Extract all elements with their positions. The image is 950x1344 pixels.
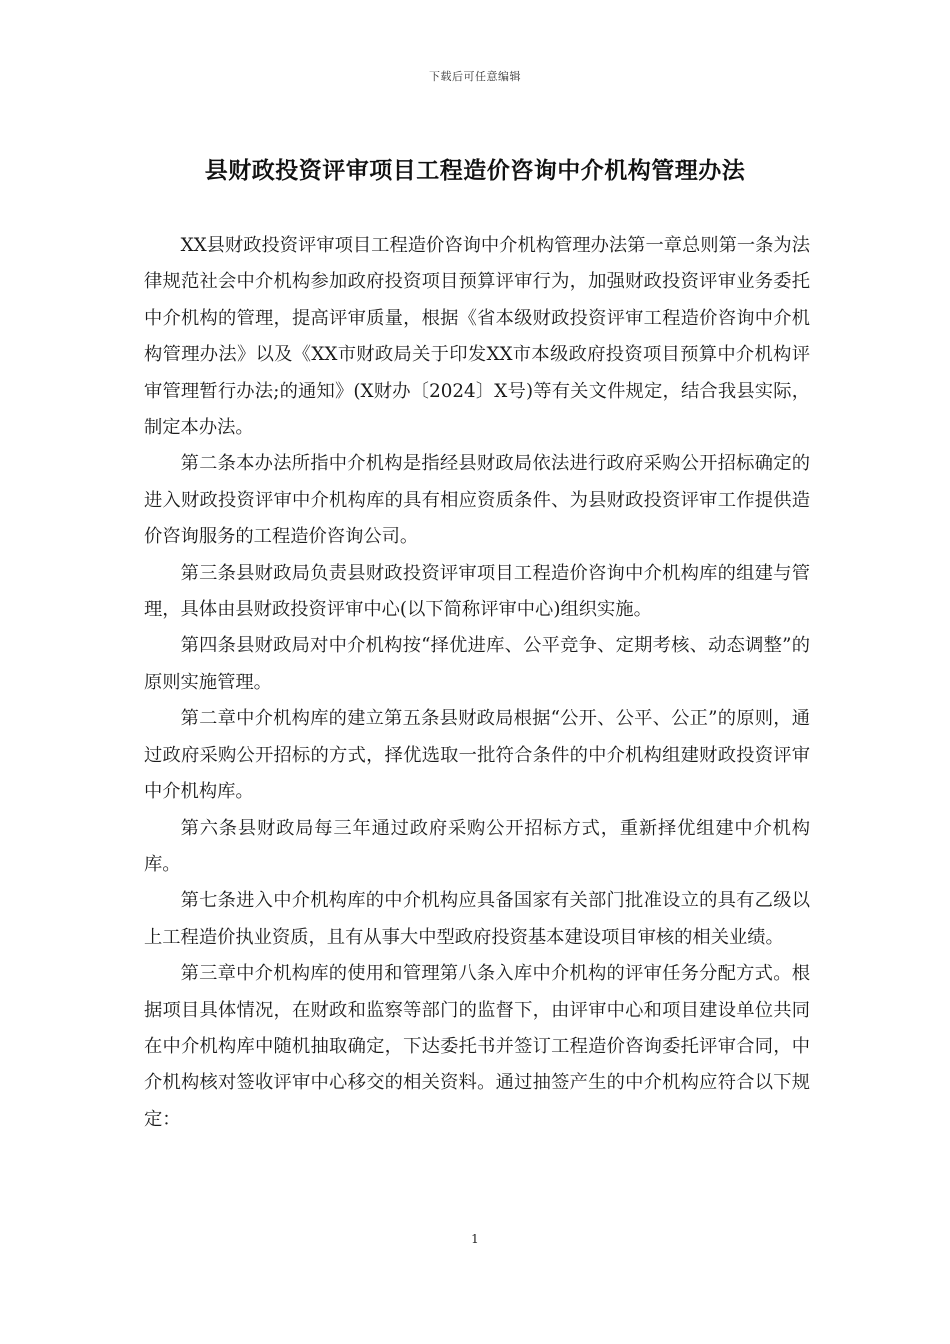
paragraph-article-6: 第六条县财政局每三年通过政府采购公开招标方式，重新择优组建中介机构库。 xyxy=(144,817,810,875)
paragraph-article-8: 第三章中介机构库的使用和管理第八条入库中介机构的评审任务分配方式。根据项目具体情况，在财政和监察等部门的监督下，由评审中心和项目建设单位共同在中介机构库中随机抽取确定，下达委托书并签订工程造价咨询委托评审合同，中介机构核对签收评审中心移交的相关资料。通过抽签产生的中介机构应符合以下规定： xyxy=(144,963,810,1130)
header-note: 下载后可任意编辑 xyxy=(429,70,521,83)
paragraph-article-3: 第三条县财政局负责县财政投资评审项目工程造价咨询中介机构库的组建与管理，具体由县财政投资评审中心(以下简称评审中心)组织实施。 xyxy=(144,562,810,621)
document-body xyxy=(144,228,810,1138)
document-title: 县财政投资评审项目工程造价咨询中介机构管理办法 xyxy=(204,157,746,184)
paragraph-article-2: 第二条本办法所指中介机构是指经县财政局依法进行政府采购公开招标确定的进入财政投资评审中介机构库的具有相应资质条件、为县财政投资评审工作提供造价咨询服务的工程造价咨询公司。 xyxy=(144,453,810,548)
paragraph-article-7: 第七条进入中介机构库的中介机构应具备国家有关部门批准设立的具有乙级以上工程造价执业资质，且有从事大中型政府投资基本建设项目审核的相关业绩。 xyxy=(144,890,810,948)
paragraph-article-1: XX县财政投资评审项目工程造价咨询中介机构管理办法第一章总则第一条为法律规范社会中介机构参加政府投资项目预算评审行为，加强财政投资评审业务委托中介机构的管理，提高评审质量，根据《省本级财政投资评审工程造价咨询中介机构管理办法》以及《XX市财政局关于印发XX市本级政府投资项目预算中介机构评审管理暂行办法;的通知》(X财办〔2024〕X号)等有关文件规定，结合我县实际，制定本办法。 xyxy=(144,235,810,439)
page-number: 1 xyxy=(471,1232,479,1246)
paragraph-article-5: 第二章中介机构库的建立第五条县财政局根据“公开、公平、公正”的原则，通过政府采购公开招标的方式，择优选取一批符合条件的中介机构组建财政投资评审中介机构库。 xyxy=(144,708,810,803)
paragraph-article-4: 第四条县财政局对中介机构按“择优进库、公平竞争、定期考核、动态调整”的原则实施管理。 xyxy=(144,635,810,693)
